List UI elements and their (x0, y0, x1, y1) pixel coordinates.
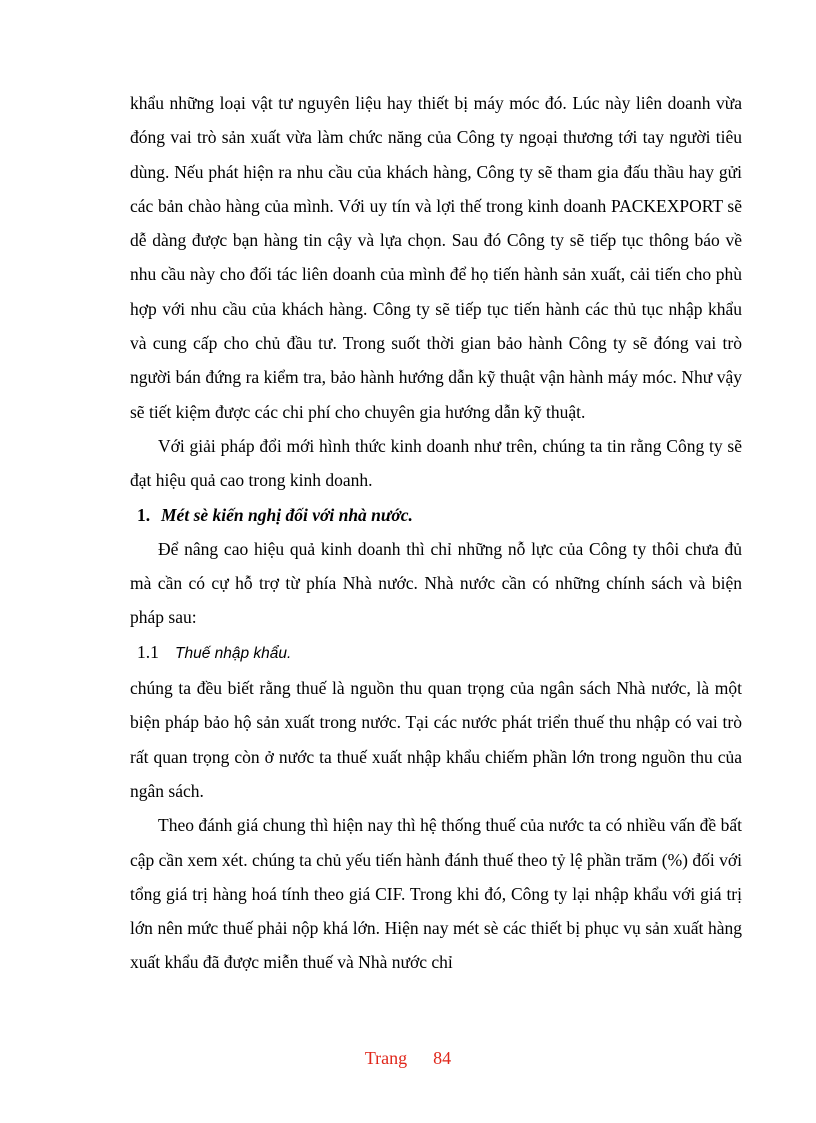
subsection-number: 1.1 (137, 641, 159, 662)
paragraph-conclusion: Với giải pháp đổi mới hình thức kinh doanh như trên, chúng ta tin rằng Công ty sẽ đạt hiệu quả cao trong kinh doanh. (130, 435, 742, 491)
footer-label: Trang (364, 1048, 408, 1068)
page-number: 84 (433, 1048, 452, 1068)
section-heading (130, 498, 742, 532)
paragraph-tax: chúng ta đều biết rằng thuế là nguồn thu quan trọng của ngân sách Nhà nước, là một biện pháp bảo hộ sản xuất trong nước. Tại các nước phát triển thuế thu nhập có vai trò rất quan trọng còn ở nước ta thuế xuất nhập khẩu chiếm phần lớn trong nguồn thu của ngân sách. (130, 678, 742, 801)
subsection-title: Thuế nhập khẩu. (175, 644, 292, 662)
paragraph-continuation: khẩu những loại vật tư nguyên liệu hay thiết bị máy móc đó. Lúc này liên doanh vừa đóng vai trò sản xuất vừa làm chức năng của Công ty ngoại thương tới tay người tiêu dùng. Nếu phát hiện ra nhu cầu của khách hàng, Công ty sẽ tham gia đấu thầu hay gửi các bản chào hàng của mình. Với uy tín và lợi thế trong kinh doanh PACKEXPORT sẽ dễ dàng được bạn hàng tin cậy và lựa chọn. Sau đó Công ty sẽ tiếp tục thông báo về nhu cầu này cho đối tác liên doanh của mình để họ tiến hành sản xuất, cải tiến cho phù hợp với nhu cầu của khách hàng. Công ty sẽ tiếp tục tiến hành các thủ tục nhập khẩu và cung cấp cho chủ đầu tư. Trong suốt thời gian bảo hành Công ty sẽ đóng vai trò người bán đứng ra kiểm tra, bảo hành hướng dẫn kỹ thuật vận hành máy móc. Như vậy sẽ tiết kiệm được các chi phí cho chuyên gia hướng dẫn kỹ thuật. (130, 93, 742, 422)
paragraph-assessment: Theo đánh giá chung thì hiện nay thì hệ thống thuế của nước ta có nhiều vấn đề bất cập cần xem xét. chúng ta chủ yếu tiến hành đánh thuế theo tỷ lệ phần trăm (%) đối với tổng giá trị hàng hoá tính theo giá CIF. Trong khi đó, Công ty lại nhập khẩu với giá trị lớn nên mức thuế phải nộp khá lớn. Hiện nay mét sè các thiết bị phục vụ sản xuất hàng xuất khẩu đã được miễn thuế và Nhà nước chỉ (130, 815, 742, 973)
document-body (130, 86, 742, 980)
subsection-heading (130, 635, 742, 671)
section-heading-number: 1. (137, 504, 151, 525)
paragraph-intro: Để nâng cao hiệu quả kinh doanh thì chỉ những nỗ lực của Công ty thôi chưa đủ mà cần có cự hỗ trợ từ phía Nhà nước. Nhà nước cần có những chính sách và biện pháp sau: (130, 538, 742, 628)
section-heading-title: Mét sè kiến nghị đối với nhà nước. (161, 504, 413, 525)
page-footer (0, 1048, 816, 1069)
